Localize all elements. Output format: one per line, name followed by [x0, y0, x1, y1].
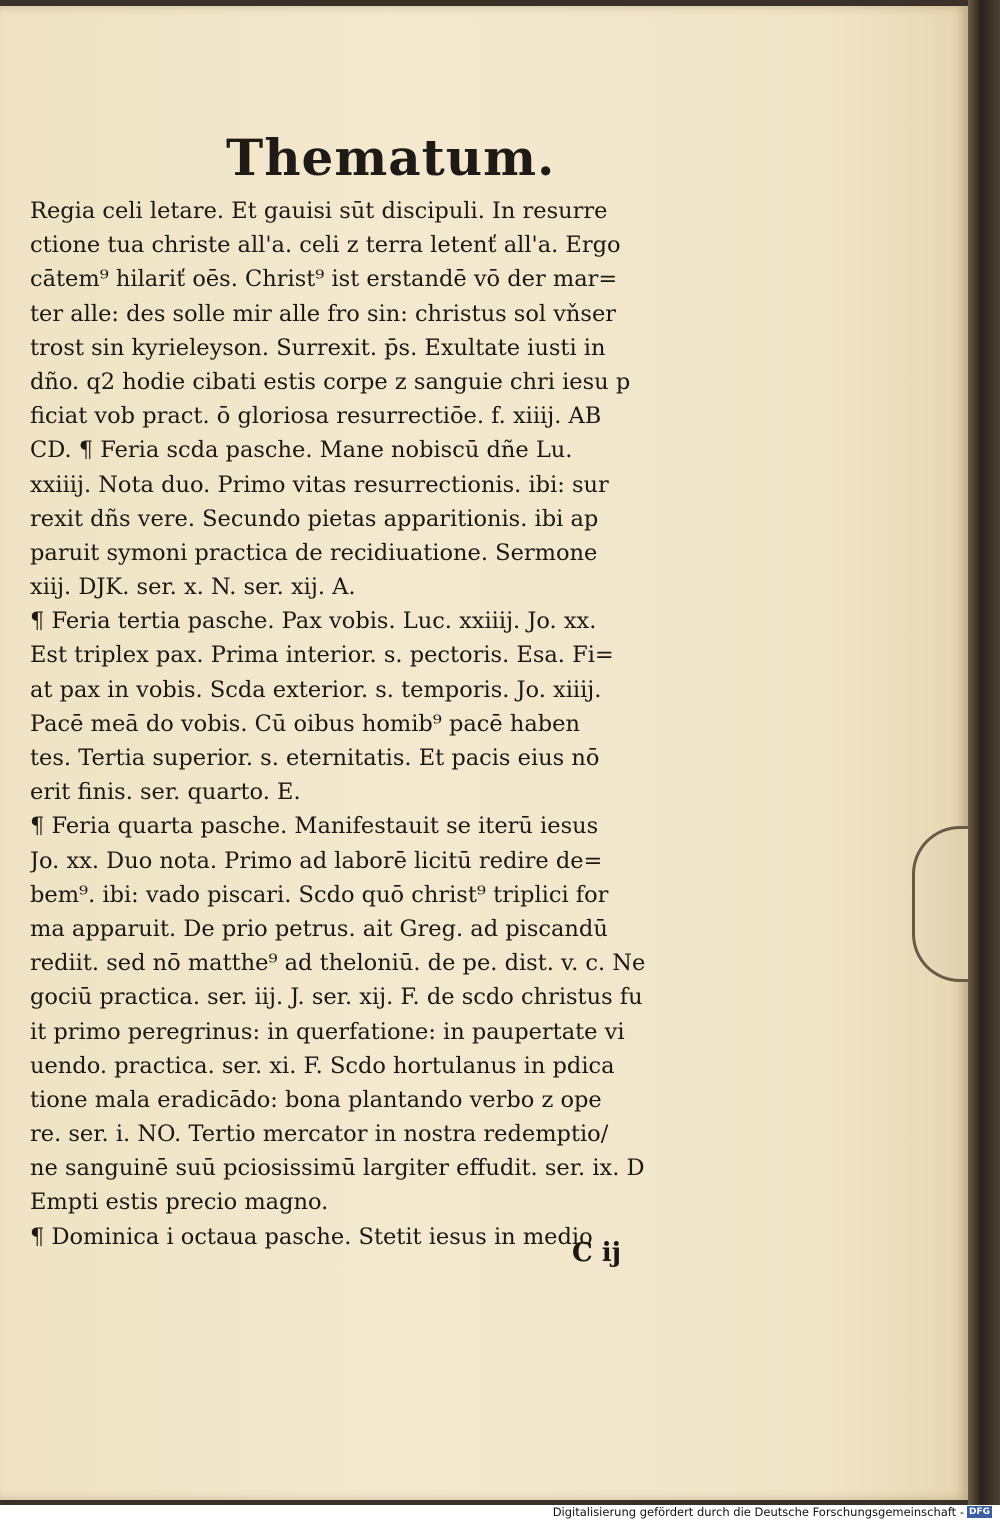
text-line: re. ser. i. NO. Tertio mercator in nostra redemptio/: [30, 1121, 609, 1148]
text-line: uendo. practica. ser. xi. F. Scdo hortulanus in pdica: [30, 1052, 615, 1079]
text-line: rediit. sed nō matthe⁹ ad theloniū. de pe. dist. v. c. Ne: [30, 950, 646, 977]
page-edge: [968, 0, 1000, 1505]
text-line: ¶ Feria tertia pasche. Pax vobis. Luc. xxiiij. Jo. xx.: [30, 608, 597, 635]
text-line: CD. ¶ Feria scda pasche. Mane nobiscū dñe Lu.: [30, 437, 573, 464]
text-line: ne sanguinē suū pciosissimū largiter effudit. ser. ix. D: [30, 1155, 645, 1182]
text-line: ¶ Dominica i octaua pasche. Stetit iesus in medio: [30, 1223, 593, 1250]
text-line: xxiiij. Nota duo. Primo vitas resurrectionis. ibi: sur: [30, 471, 609, 498]
text-line: ma apparuit. De prio petrus. ait Greg. ad piscandū: [30, 915, 608, 942]
text-line: Est triplex pax. Prima interior. s. pectoris. Esa. Fi=: [30, 642, 614, 669]
text-line: Empti estis precio magno.: [30, 1189, 329, 1216]
text-line: bem⁹. ibi: vado piscari. Scdo quō christ⁹ triplici for: [30, 881, 609, 908]
footer: [553, 1505, 992, 1519]
text-line: trost sin kyrieleyson. Surrexit. p̄s. Exultate iusti in: [30, 334, 606, 361]
text-line: ter alle: des solle mir alle fro sin: christus sol vňser: [30, 300, 617, 327]
text-block: [30, 194, 746, 1254]
text-line: rexit dñs vere. Secundo pietas apparitionis. ibi ap: [30, 505, 599, 532]
text-line: tes. Tertia superior. s. eternitatis. Et pacis eius nō: [30, 745, 600, 771]
text-line: it primo peregrinus: in querfatione: in paupertate vi: [30, 1018, 625, 1045]
text-line: erit finis. ser. quarto. E.: [30, 779, 301, 806]
book-page: [0, 6, 968, 1500]
text-line: tione mala eradicādo: bona plantando verbo z ope: [30, 1086, 602, 1113]
text-line: dño. q2 hodie cibati estis corpe z sanguie chri iesu p: [30, 368, 631, 395]
text-line: Regia celi letare. Et gauisi sūt discipuli. In resurre: [30, 198, 608, 224]
text-line: ficiat vob pract. ō gloriosa resurrectiōe. f. xiiij. AB: [30, 403, 602, 430]
text-line: at pax in vobis. Scda exterior. s. temporis. Jo. xiiij.: [30, 676, 602, 703]
dfg-logo-icon: DFG: [968, 1507, 990, 1517]
signature-mark: C ij: [572, 1238, 622, 1268]
text-line: xiij. DJK. ser. x. N. ser. xij. A.: [30, 574, 356, 601]
running-title: Thematum.: [226, 128, 556, 187]
footer-credit: Digitalisierung gefördert durch die Deutsche Forschungsgemeinschaft -: [552, 1505, 964, 1519]
text-line: ¶ Feria quarta pasche. Manifestauit se iterū iesus: [30, 813, 599, 840]
text-line: cātem⁹ hilariť oēs. Christ⁹ ist erstandē vō der mar=: [30, 266, 618, 293]
text-line: Pacē meā do vobis. Cū oibus homib⁹ pacē haben: [30, 710, 580, 737]
text-line: paruit symoni practica de recidiuatione. Sermone: [30, 539, 598, 566]
text-line: ctione tua christe all'a. celi z terra letenť all'a. Ergo: [30, 232, 621, 259]
text-line: gociū practica. ser. iij. J. ser. xij. F. de scdo christus fu: [30, 984, 643, 1011]
text-line: Jo. xx. Duo nota. Primo ad laborē licitū redire de=: [30, 847, 603, 874]
